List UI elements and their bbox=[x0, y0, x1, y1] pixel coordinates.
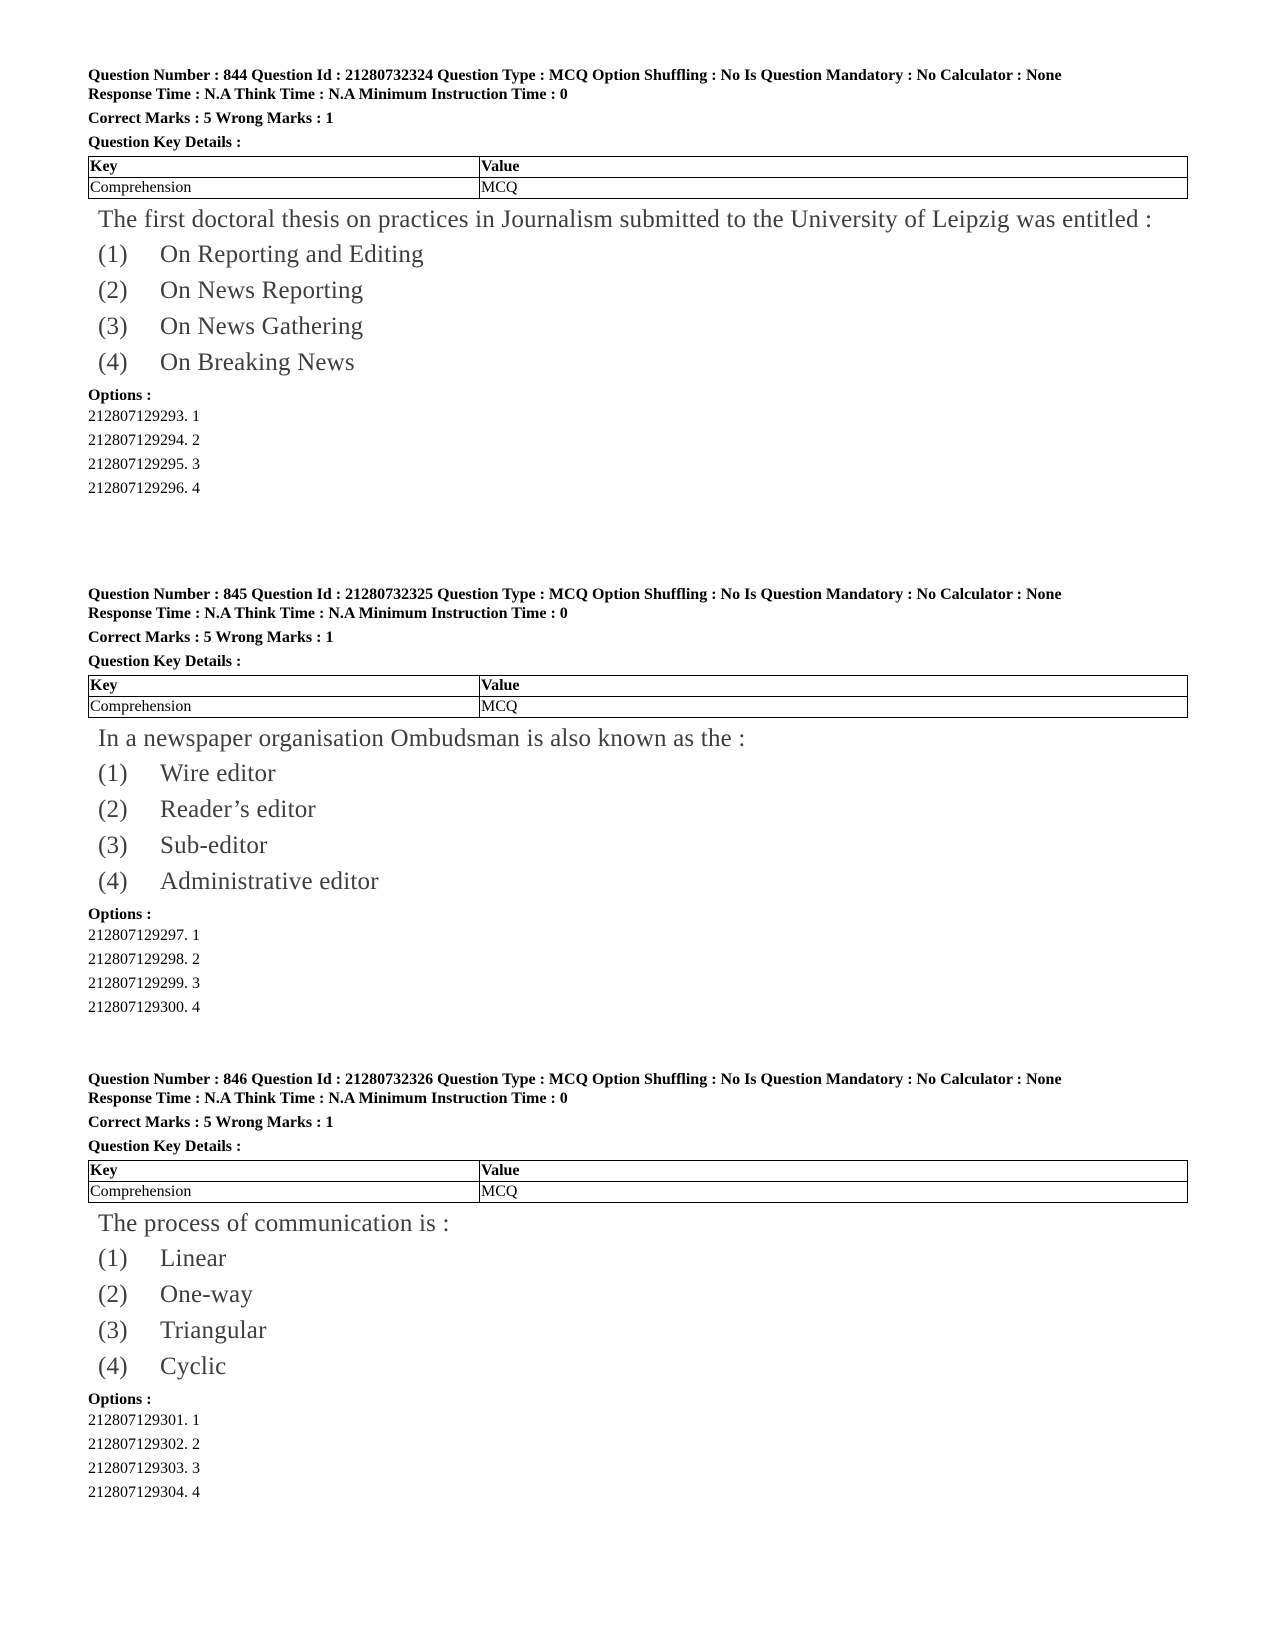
option-id-line: 212807129293. 1 bbox=[88, 408, 200, 425]
question-block-846 bbox=[88, 1070, 1185, 1505]
choice-number: (2) bbox=[98, 277, 128, 304]
option-id-line: 212807129303. 3 bbox=[88, 1460, 200, 1477]
table-header-value: Value bbox=[480, 1161, 1188, 1182]
choice-text: Sub-editor bbox=[160, 832, 268, 859]
option-id-line: 212807129297. 1 bbox=[88, 927, 200, 944]
choice-text: Reader’s editor bbox=[160, 796, 316, 823]
key-details-table bbox=[88, 675, 1188, 718]
choice-number: (2) bbox=[98, 796, 128, 823]
question-stem: The first doctoral thesis on practices in Journalism submitted to the University of Leipzig was entitled : bbox=[98, 206, 1153, 233]
option-id-line: 212807129302. 2 bbox=[88, 1436, 200, 1453]
question-stem: The process of communication is : bbox=[98, 1210, 450, 1237]
choice-number: (3) bbox=[98, 313, 128, 340]
choice-text: Wire editor bbox=[160, 760, 276, 787]
question-scan bbox=[98, 1209, 1185, 1382]
choice-number: (1) bbox=[98, 760, 128, 787]
marks-line: Correct Marks : 5 Wrong Marks : 1 bbox=[88, 1114, 334, 1131]
choice-text: On Reporting and Editing bbox=[160, 241, 424, 268]
choice-item bbox=[98, 348, 1185, 378]
key-details-table bbox=[88, 156, 1188, 199]
key-details-table bbox=[88, 1160, 1188, 1203]
table-cell-value: MCQ bbox=[480, 697, 1188, 718]
choice-item bbox=[98, 759, 1185, 789]
key-details-label: Question Key Details : bbox=[88, 134, 242, 151]
question-timing-line: Response Time : N.A Think Time : N.A Minimum Instruction Time : 0 bbox=[88, 86, 568, 103]
choice-number: (3) bbox=[98, 832, 128, 859]
question-timing-line: Response Time : N.A Think Time : N.A Minimum Instruction Time : 0 bbox=[88, 605, 568, 622]
choice-item bbox=[98, 1280, 1185, 1310]
choice-item bbox=[98, 867, 1185, 897]
question-stem: In a newspaper organisation Ombudsman is also known as the : bbox=[98, 725, 746, 752]
table-cell-key: Comprehension bbox=[89, 697, 480, 718]
question-block-845 bbox=[88, 585, 1185, 1020]
option-id-line: 212807129300. 4 bbox=[88, 999, 200, 1016]
marks-line: Correct Marks : 5 Wrong Marks : 1 bbox=[88, 629, 334, 646]
table-header-key: Key bbox=[89, 157, 480, 178]
choice-text: On News Reporting bbox=[160, 277, 364, 304]
choice-text: One-way bbox=[160, 1281, 254, 1308]
choice-item bbox=[98, 1316, 1185, 1346]
question-block-844 bbox=[88, 66, 1185, 501]
choice-number: (3) bbox=[98, 1317, 128, 1344]
option-id-line: 212807129304. 4 bbox=[88, 1484, 200, 1501]
choice-text: Linear bbox=[160, 1245, 227, 1272]
question-scan bbox=[98, 205, 1185, 378]
question-header bbox=[88, 585, 1185, 623]
choice-number: (4) bbox=[98, 868, 128, 895]
question-header bbox=[88, 66, 1185, 104]
question-meta-line: Question Number : 844 Question Id : 21280732324 Question Type : MCQ Option Shuffling : No Is Question Mandatory : No Calculator : None bbox=[88, 67, 1062, 84]
option-id-line: 212807129295. 3 bbox=[88, 456, 200, 473]
choice-number: (2) bbox=[98, 1281, 128, 1308]
options-label: Options : bbox=[88, 906, 152, 923]
choice-text: On Breaking News bbox=[160, 349, 355, 376]
choice-text: On News Gathering bbox=[160, 313, 364, 340]
choice-text: Administrative editor bbox=[160, 868, 379, 895]
table-cell-value: MCQ bbox=[480, 178, 1188, 199]
choice-item bbox=[98, 795, 1185, 825]
table-cell-key: Comprehension bbox=[89, 178, 480, 199]
key-details-label: Question Key Details : bbox=[88, 653, 242, 670]
choice-item bbox=[98, 831, 1185, 861]
table-header-key: Key bbox=[89, 1161, 480, 1182]
choice-text: Cyclic bbox=[160, 1353, 227, 1380]
question-timing-line: Response Time : N.A Think Time : N.A Minimum Instruction Time : 0 bbox=[88, 1090, 568, 1107]
choice-number: (4) bbox=[98, 349, 128, 376]
table-header-key: Key bbox=[89, 676, 480, 697]
table-header-value: Value bbox=[480, 157, 1188, 178]
option-id-line: 212807129296. 4 bbox=[88, 480, 200, 497]
table-header-value: Value bbox=[480, 676, 1188, 697]
choice-item bbox=[98, 276, 1185, 306]
option-id-line: 212807129298. 2 bbox=[88, 951, 200, 968]
choice-number: (1) bbox=[98, 1245, 128, 1272]
options-label: Options : bbox=[88, 1391, 152, 1408]
options-label: Options : bbox=[88, 387, 152, 404]
table-cell-key: Comprehension bbox=[89, 1182, 480, 1203]
option-id-line: 212807129301. 1 bbox=[88, 1412, 200, 1429]
choice-item bbox=[98, 312, 1185, 342]
choice-item bbox=[98, 240, 1185, 270]
choice-text: Triangular bbox=[160, 1317, 267, 1344]
key-details-label: Question Key Details : bbox=[88, 1138, 242, 1155]
marks-line: Correct Marks : 5 Wrong Marks : 1 bbox=[88, 110, 334, 127]
question-meta-line: Question Number : 845 Question Id : 21280732325 Question Type : MCQ Option Shuffling : No Is Question Mandatory : No Calculator : None bbox=[88, 586, 1062, 603]
choice-number: (4) bbox=[98, 1353, 128, 1380]
choice-item bbox=[98, 1352, 1185, 1382]
option-id-line: 212807129294. 2 bbox=[88, 432, 200, 449]
question-scan bbox=[98, 724, 1185, 897]
question-meta-line: Question Number : 846 Question Id : 21280732326 Question Type : MCQ Option Shuffling : No Is Question Mandatory : No Calculator : None bbox=[88, 1071, 1062, 1088]
choice-item bbox=[98, 1244, 1185, 1274]
table-cell-value: MCQ bbox=[480, 1182, 1188, 1203]
choice-number: (1) bbox=[98, 241, 128, 268]
question-header bbox=[88, 1070, 1185, 1108]
option-id-line: 212807129299. 3 bbox=[88, 975, 200, 992]
